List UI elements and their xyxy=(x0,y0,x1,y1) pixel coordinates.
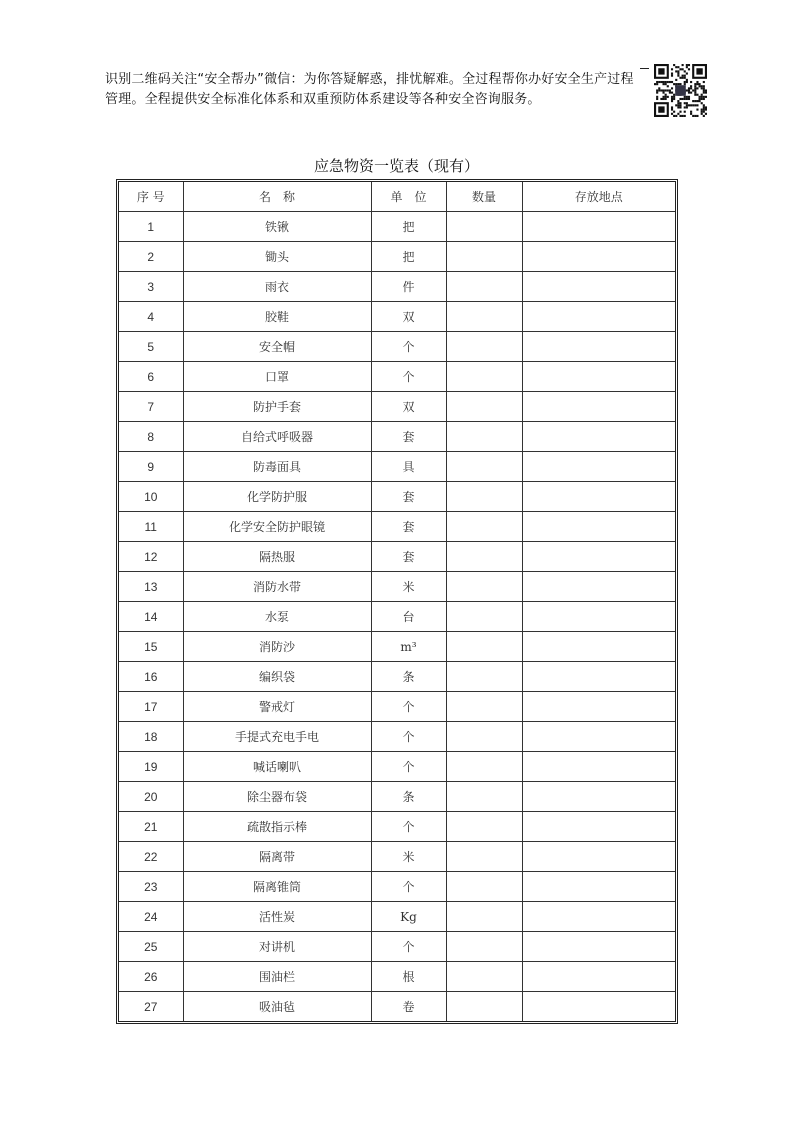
table-row xyxy=(119,872,675,902)
cell-index: 15 xyxy=(119,632,183,662)
cell-quantity xyxy=(446,212,522,242)
cell-name: 警戒灯 xyxy=(183,692,371,722)
cell-quantity xyxy=(446,962,522,992)
cell-quantity xyxy=(446,812,522,842)
cell-name: 口罩 xyxy=(183,362,371,392)
cell-index: 16 xyxy=(119,662,183,692)
cell-index: 13 xyxy=(119,572,183,602)
cell-index: 25 xyxy=(119,932,183,962)
cell-name: 消防沙 xyxy=(183,632,371,662)
table-row xyxy=(119,662,675,692)
header-quantity: 数量 xyxy=(446,182,522,212)
table-row xyxy=(119,992,675,1022)
cell-location xyxy=(522,632,675,662)
cell-name: 吸油毡 xyxy=(183,992,371,1022)
cell-name: 化学安全防护眼镜 xyxy=(183,512,371,542)
cell-name: 水泵 xyxy=(183,602,371,632)
cell-unit: 套 xyxy=(371,542,446,572)
cell-unit: 双 xyxy=(371,392,446,422)
cell-unit: 套 xyxy=(371,512,446,542)
cell-location xyxy=(522,362,675,392)
cell-unit: 个 xyxy=(371,872,446,902)
table-row xyxy=(119,602,675,632)
cell-name: 手提式充电手电 xyxy=(183,722,371,752)
cell-location xyxy=(522,212,675,242)
cell-quantity xyxy=(446,362,522,392)
cell-quantity xyxy=(446,242,522,272)
cell-index: 12 xyxy=(119,542,183,572)
cell-unit: Kg xyxy=(371,902,446,932)
cell-index: 19 xyxy=(119,752,183,782)
cell-unit: 个 xyxy=(371,812,446,842)
table-row xyxy=(119,302,675,332)
qr-code-icon xyxy=(654,64,707,117)
cell-name: 安全帽 xyxy=(183,332,371,362)
cell-index: 9 xyxy=(119,452,183,482)
cell-quantity xyxy=(446,842,522,872)
header-index: 序 号 xyxy=(119,182,183,212)
cell-quantity xyxy=(446,452,522,482)
cell-unit: 具 xyxy=(371,452,446,482)
cell-name: 防毒面具 xyxy=(183,452,371,482)
cell-location xyxy=(522,422,675,452)
cell-unit: 卷 xyxy=(371,992,446,1022)
table-row xyxy=(119,932,675,962)
cell-index: 10 xyxy=(119,482,183,512)
cell-name: 自给式呼吸器 xyxy=(183,422,371,452)
cell-name: 锄头 xyxy=(183,242,371,272)
table-row xyxy=(119,272,675,302)
cell-unit: 台 xyxy=(371,602,446,632)
cell-location xyxy=(522,722,675,752)
cell-location xyxy=(522,392,675,422)
cell-name: 铁锹 xyxy=(183,212,371,242)
cell-location xyxy=(522,962,675,992)
cell-quantity xyxy=(446,782,522,812)
cell-quantity xyxy=(446,332,522,362)
cell-quantity xyxy=(446,992,522,1022)
cell-name: 活性炭 xyxy=(183,902,371,932)
cell-index: 5 xyxy=(119,332,183,362)
cell-index: 2 xyxy=(119,242,183,272)
cell-location xyxy=(522,812,675,842)
table-row xyxy=(119,752,675,782)
cell-location xyxy=(522,902,675,932)
cell-name: 隔离锥筒 xyxy=(183,872,371,902)
table-row xyxy=(119,962,675,992)
cell-quantity xyxy=(446,902,522,932)
cell-name: 对讲机 xyxy=(183,932,371,962)
table-row xyxy=(119,722,675,752)
cell-location xyxy=(522,332,675,362)
cell-location xyxy=(522,302,675,332)
cell-quantity xyxy=(446,422,522,452)
cell-location xyxy=(522,842,675,872)
cell-location xyxy=(522,872,675,902)
cell-unit: 个 xyxy=(371,722,446,752)
table-row xyxy=(119,452,675,482)
cell-index: 4 xyxy=(119,302,183,332)
table-row xyxy=(119,362,675,392)
cell-location xyxy=(522,482,675,512)
cell-quantity xyxy=(446,302,522,332)
supplies-table xyxy=(116,179,678,1024)
cell-name: 除尘器布袋 xyxy=(183,782,371,812)
cell-quantity xyxy=(446,392,522,422)
cell-index: 18 xyxy=(119,722,183,752)
table-row xyxy=(119,482,675,512)
table-row xyxy=(119,242,675,272)
cell-unit: m³ xyxy=(371,632,446,662)
cell-quantity xyxy=(446,752,522,782)
cell-name: 隔热服 xyxy=(183,542,371,572)
cell-index: 7 xyxy=(119,392,183,422)
cell-index: 21 xyxy=(119,812,183,842)
cell-index: 14 xyxy=(119,602,183,632)
cell-name: 疏散指示棒 xyxy=(183,812,371,842)
cell-quantity xyxy=(446,632,522,662)
header-location: 存放地点 xyxy=(522,182,675,212)
cell-quantity xyxy=(446,572,522,602)
cell-index: 23 xyxy=(119,872,183,902)
page-title: 应急物资一览表（现有） xyxy=(313,157,479,175)
cell-unit: 套 xyxy=(371,422,446,452)
cell-unit: 个 xyxy=(371,362,446,392)
cell-name: 雨衣 xyxy=(183,272,371,302)
header-name: 名 称 xyxy=(183,182,371,212)
cell-index: 26 xyxy=(119,962,183,992)
cell-location xyxy=(522,662,675,692)
cell-unit: 根 xyxy=(371,962,446,992)
cell-name: 防护手套 xyxy=(183,392,371,422)
cell-location xyxy=(522,692,675,722)
table-row xyxy=(119,542,675,572)
cell-location xyxy=(522,752,675,782)
table-row xyxy=(119,332,675,362)
cell-location xyxy=(522,932,675,962)
cell-index: 22 xyxy=(119,842,183,872)
cell-name: 化学防护服 xyxy=(183,482,371,512)
cell-unit: 个 xyxy=(371,332,446,362)
cell-location xyxy=(522,542,675,572)
cell-quantity xyxy=(446,482,522,512)
cell-index: 27 xyxy=(119,992,183,1022)
cell-index: 3 xyxy=(119,272,183,302)
divider-dash xyxy=(640,68,649,69)
cell-index: 1 xyxy=(119,212,183,242)
intro-text: 识别二维码关注“安全帮办”微信：为你答疑解惑，排忧解难。全过程帮你办好安全生产过程管理。全程提供安全标准化体系和双重预防体系建设等各种安全咨询服务。 xyxy=(105,72,634,107)
cell-location xyxy=(522,782,675,812)
cell-index: 11 xyxy=(119,512,183,542)
cell-quantity xyxy=(446,932,522,962)
cell-index: 20 xyxy=(119,782,183,812)
table-row xyxy=(119,812,675,842)
cell-unit: 把 xyxy=(371,242,446,272)
cell-name: 胶鞋 xyxy=(183,302,371,332)
cell-unit: 双 xyxy=(371,302,446,332)
cell-unit: 个 xyxy=(371,692,446,722)
cell-unit: 套 xyxy=(371,482,446,512)
cell-name: 喊话喇叭 xyxy=(183,752,371,782)
table-row xyxy=(119,392,675,422)
cell-quantity xyxy=(446,602,522,632)
cell-unit: 条 xyxy=(371,782,446,812)
cell-name: 编织袋 xyxy=(183,662,371,692)
cell-name: 消防水带 xyxy=(183,572,371,602)
cell-unit: 条 xyxy=(371,662,446,692)
cell-quantity xyxy=(446,542,522,572)
cell-quantity xyxy=(446,512,522,542)
cell-unit: 米 xyxy=(371,842,446,872)
cell-unit: 个 xyxy=(371,752,446,782)
table-row xyxy=(119,782,675,812)
table-row xyxy=(119,512,675,542)
table-row xyxy=(119,422,675,452)
cell-location xyxy=(522,992,675,1022)
cell-location xyxy=(522,272,675,302)
cell-quantity xyxy=(446,662,522,692)
cell-location xyxy=(522,452,675,482)
cell-quantity xyxy=(446,272,522,302)
table-row xyxy=(119,212,675,242)
table-row xyxy=(119,692,675,722)
cell-quantity xyxy=(446,722,522,752)
cell-location xyxy=(522,512,675,542)
cell-unit: 个 xyxy=(371,932,446,962)
cell-location xyxy=(522,572,675,602)
table-row xyxy=(119,902,675,932)
header-unit: 单 位 xyxy=(371,182,446,212)
cell-name: 围油栏 xyxy=(183,962,371,992)
table-row xyxy=(119,632,675,662)
table-header-row xyxy=(119,182,675,212)
cell-index: 17 xyxy=(119,692,183,722)
cell-quantity xyxy=(446,872,522,902)
cell-location xyxy=(522,242,675,272)
cell-index: 24 xyxy=(119,902,183,932)
cell-index: 6 xyxy=(119,362,183,392)
cell-unit: 件 xyxy=(371,272,446,302)
cell-location xyxy=(522,602,675,632)
cell-name: 隔离带 xyxy=(183,842,371,872)
cell-unit: 把 xyxy=(371,212,446,242)
cell-quantity xyxy=(446,692,522,722)
cell-index: 8 xyxy=(119,422,183,452)
table-row xyxy=(119,572,675,602)
table-row xyxy=(119,842,675,872)
cell-unit: 米 xyxy=(371,572,446,602)
